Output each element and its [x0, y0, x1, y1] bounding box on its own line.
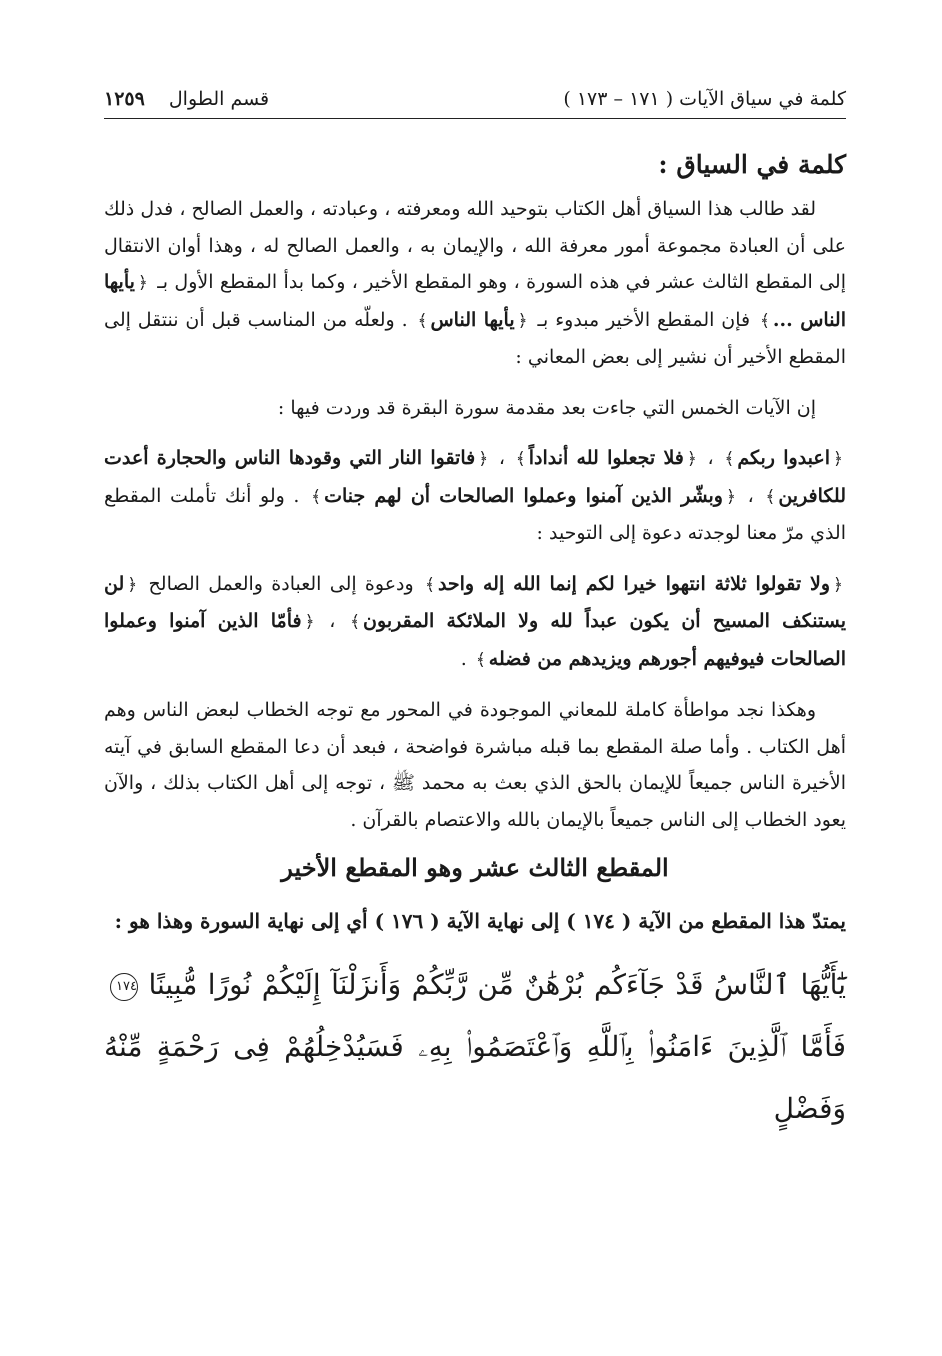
- ornate-bracket-open-icon: ﴿: [137, 273, 148, 293]
- ornate-bracket-open-icon: ﴿: [686, 449, 697, 469]
- p3-text-1: . ولو أنك تأملت المقطع الذي مرّ معنا لوجدته دعوة إلى التوحيد :: [104, 484, 846, 544]
- quran-line-1: [104, 954, 846, 1016]
- ornate-bracket-close-icon: ﴾: [424, 574, 435, 595]
- paragraph-5: وهكذا نجد مواطأة كاملة للمعاني الموجودة في المحور مع توجه الخطاب لبعض الناس وهم أهل الكتاب . وأما صلة المقطع بما قبله مباشرة فواضحة ، فبعد أن دعا المقطع السابق في آيته الأخيرة الناس جميعاً للإيمان بالحق الذي بعث به محمد ﷺ ، توجه إلى أهل الكتاب بذلك ، والآن يعود الخطاب إلى الناس جميعاً بالإيمان بالله والاعتصام بالقرآن .: [104, 699, 846, 831]
- running-header: [104, 84, 846, 119]
- paragraph-3: ﴿اعبدوا ربكم﴾ ، ﴿فلا تجعلوا لله أنداداً﴾ ، ﴿فاتقوا النار التي وقودها الناس والحجارة أعدت للكافرين﴾ ، ﴿وبشّر الذين آمنوا وعملوا الصالحات أن لهم جنات﴾ . ولو أنك تأملت المقطع الذي مرّ معنا لوجدته دعوة إلى التوحيد :: [104, 447, 846, 544]
- ornate-bracket-close-icon: ﴾: [759, 310, 770, 331]
- paragraph-1: [104, 191, 846, 376]
- paragraph-4: ﴿ولا تقولوا ثلاثة انتهوا خيرا لكم إنما الله إله واحد﴾ ودعوة إلى العبادة والعمل الصالح ﴿لن يستنكف المسيح أن يكون عبداً لله ولا الملائكة المقربون﴾ ، ﴿فأمّا الذين آمنوا وعملوا الصالحات فيوفيهم أجورهم ويزيدهم من فضله﴾ .: [104, 572, 846, 670]
- header-chapter-title: كلمة في سياق الآيات ( ١٧١ – ١٧٣ ): [563, 88, 846, 110]
- ornate-bracket-open-icon: ﴿: [478, 449, 489, 469]
- header-section-name: قسم الطوال: [168, 88, 270, 110]
- section-title: كلمة في السياق :: [658, 150, 846, 179]
- ayah-number-icon: ١٧٤: [110, 973, 138, 1001]
- p4-quote-1: ولا تقولوا ثلاثة انتهوا خيرا لكم إنما الله إله واحد: [437, 572, 831, 595]
- quran-line-2: فَأَمَّا ٱلَّذِينَ ءَامَنُوا۟ بِٱللَّهِ وَٱعْتَصَمُوا۟ بِهِۦ فَسَيُدْخِلُهُمْ فِى رَحْمَةٍ مِّنْهُ وَفَضْلٍ: [104, 1030, 846, 1125]
- quran-verse-block: [104, 954, 846, 1140]
- p3-quote-3: فاتقوا النار التي وقودها الناس والحجارة أعدت للكافرين: [104, 447, 846, 507]
- ornate-bracket-open-icon: ﴿: [833, 574, 844, 595]
- p4-text-1: ودعوة إلى العبادة والعمل الصالح: [148, 572, 414, 595]
- ornate-bracket-open-icon: ﴿: [725, 486, 736, 507]
- ornate-bracket-open-icon: ﴿: [517, 310, 528, 331]
- ornate-bracket-close-icon: ﴾: [311, 486, 322, 507]
- p1-quote-2: يأيها الناس: [430, 308, 515, 331]
- p3-quote-1: اعبدوا ربكم: [737, 447, 831, 469]
- p3-quote-2: فلا تجعلوا لله أنداداً: [528, 447, 684, 469]
- paragraph-6: يمتدّ هذا المقطع من الآية ( ١٧٤ ) إلى نهاية الآية ( ١٧٦ ) أي إلى نهاية السورة وهذا هو :: [114, 909, 846, 933]
- p1-text-2: فإن المقطع الأخير مبدوء بـ: [537, 308, 751, 331]
- ornate-bracket-open-icon: ﴿: [833, 449, 843, 469]
- ornate-bracket-close-icon: ﴾: [475, 649, 486, 670]
- p1-quote-1: يأيها الناس ...: [104, 271, 846, 331]
- p1-text-1: لقد طالب هذا السياق أهل الكتاب بتوحيد الله ومعرفته ، وعبادته ، والعمل الصالح ، فدل ذلك على أن العبادة مجموعة أمور معرفة الله ، والإيمان به ، والعمل الصالح له ، وهذا أوان الانتقال إلى المقطع الثالث عشر في هذه السورة ، وهو المقطع الأخير ، وكما بدأ المقطع الأول بـ: [104, 198, 847, 293]
- ornate-bracket-open-icon: ﴿: [127, 574, 138, 595]
- page-number: ١٢٥٩: [104, 88, 145, 110]
- quran-line-1-text: يَٰٓأَيُّهَا ٱلنَّاسُ قَدْ جَآءَكُم بُرْهَٰنٌ مِّن رَّبِّكُمْ وَأَنزَلْنَآ إِلَيْكُمْ نُورًا مُّبِينًا: [148, 968, 846, 1001]
- p4-quote-3: فأمّا الذين آمنوا وعملوا الصالحات فيوفيهم أجورهم ويزيدهم من فضله: [104, 610, 846, 670]
- ornate-bracket-close-icon: ﴾: [515, 449, 526, 469]
- p4-quote-2: لن يستنكف المسيح أن يكون عبداً لله ولا الملائكة المقربون: [104, 572, 846, 632]
- ornate-bracket-close-icon: ﴾: [724, 449, 735, 469]
- ornate-bracket-close-icon: ﴾: [350, 612, 361, 632]
- ornate-bracket-close-icon: ﴾: [417, 310, 428, 331]
- p3-quote-4: وبشّر الذين آمنوا وعملوا الصالحات أن لهم جنات: [324, 484, 723, 507]
- p1-text-3: . ولعلّه من المناسب قبل أن ننتقل إلى المقطع الأخير أن نشير إلى بعض المعاني :: [104, 308, 846, 368]
- p4-text-2: .: [460, 647, 467, 670]
- subsection-title: المقطع الثالث عشر وهو المقطع الأخير: [281, 853, 669, 882]
- ornate-bracket-close-icon: ﴾: [765, 486, 776, 507]
- page: [104, 84, 846, 1140]
- ornate-bracket-open-icon: ﴿: [304, 612, 315, 632]
- header-section: [104, 84, 269, 114]
- paragraph-2: إن الآيات الخمس التي جاءت بعد مقدمة سورة البقرة قد وردت فيها :: [277, 396, 816, 419]
